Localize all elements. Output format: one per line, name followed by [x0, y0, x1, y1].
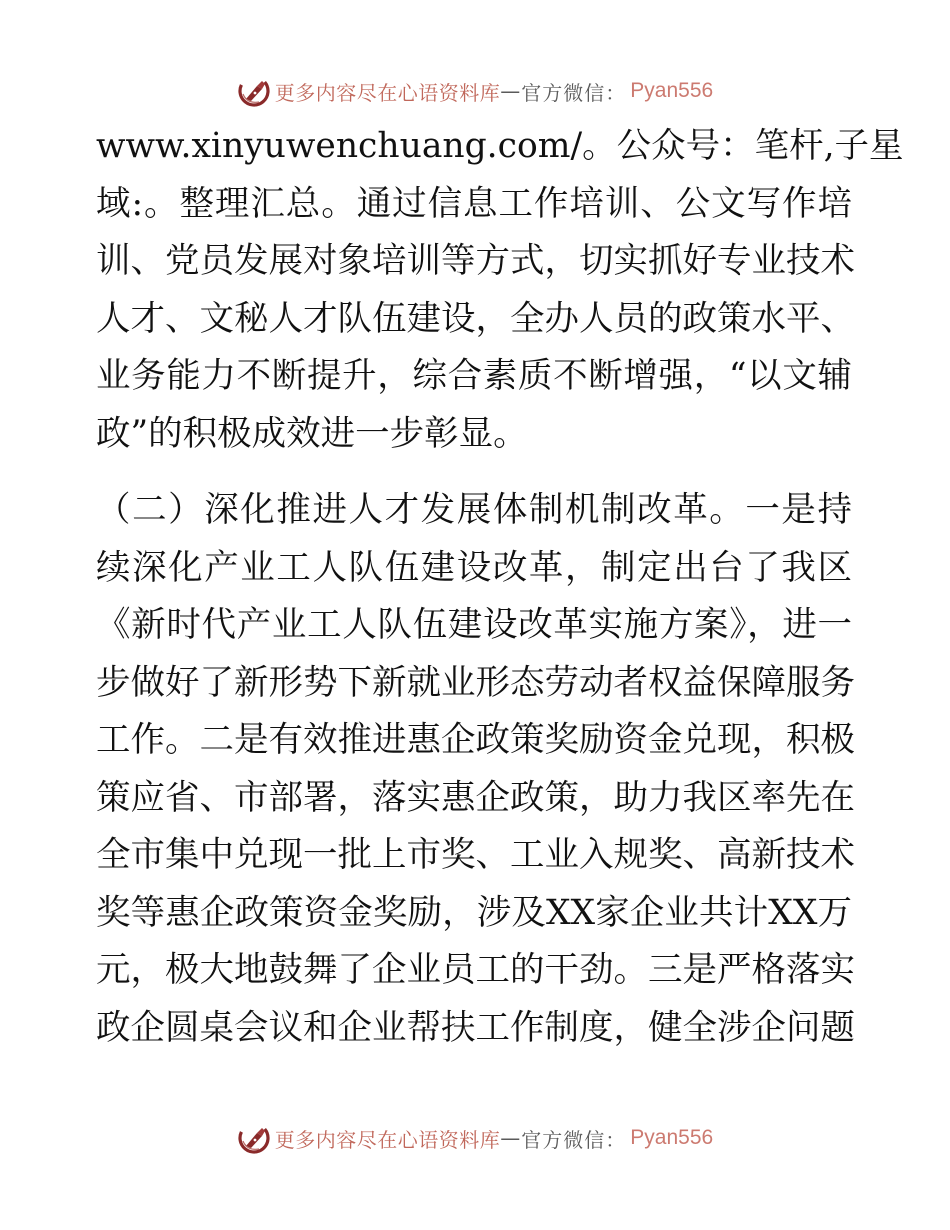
text-line: 策应省、市部署，落实惠企政策，助力我区率先在 — [96, 777, 855, 818]
pen-nib-logo-icon — [237, 74, 271, 108]
watermark-contact-id: Pyan556 — [630, 1126, 714, 1149]
text-line: 步做好了新形势下新就业形态劳动者权益保障服务 — [96, 662, 855, 703]
header-watermark — [0, 73, 950, 109]
text-line: 训、党员发展对象培训等方式，切实抓好专业技术 — [96, 241, 855, 281]
paragraph-2 — [96, 482, 855, 1057]
watermark-brand-text: 更多内容尽在心语资料库 — [274, 80, 501, 105]
watermark-separator: — — [500, 1126, 522, 1150]
watermark-contact-label: 官方微信： — [521, 1127, 627, 1152]
document-body — [96, 118, 904, 1057]
text-line: 工作。二是有效推进惠企政策奖励资金兑现，积极 — [96, 720, 855, 760]
text-line: 奖等惠企政策资金奖励，涉及XX家企业共计XX万 — [96, 892, 852, 933]
text-line: www.xinyuwenchuang.com/。公众号：笔杆,子星 — [96, 126, 904, 166]
paragraph-1 — [96, 118, 904, 463]
pen-nib-logo-icon — [237, 1121, 271, 1155]
text-line: 续深化产业工人队伍建设改革，制定出台了我区 — [96, 547, 852, 588]
text-line: 人才、文秘人才队伍建设，全办人员的政策水平、 — [96, 298, 855, 339]
text-line: 元，极大地鼓舞了企业员工的干劲。三是严格落实 — [96, 950, 855, 990]
watermark-contact-label: 官方微信： — [521, 80, 627, 105]
text-line: 政”的积极成效进一步彰显。 — [96, 413, 528, 454]
watermark-contact-id: Pyan556 — [630, 79, 714, 102]
section-heading-line: （二）深化推进人才发展体制机制改革。一是持 — [96, 490, 852, 530]
text-line: 域:。整理汇总。通过信息工作培训、公文写作培 — [96, 183, 852, 224]
text-line: 全市集中兑现一批上市奖、工业入规奖、高新技术 — [96, 835, 855, 875]
footer-watermark — [0, 1120, 950, 1156]
watermark-separator: — — [500, 79, 522, 103]
text-line: 业务能力不断提升，综合素质不断增强，“以文辅 — [96, 356, 852, 396]
watermark-brand-text: 更多内容尽在心语资料库 — [274, 1127, 501, 1152]
text-line: 《新时代产业工人队伍建设改革实施方案》，进一 — [96, 605, 852, 645]
text-line: 政企圆桌会议和企业帮扶工作制度，健全涉企问题 — [96, 1007, 855, 1048]
